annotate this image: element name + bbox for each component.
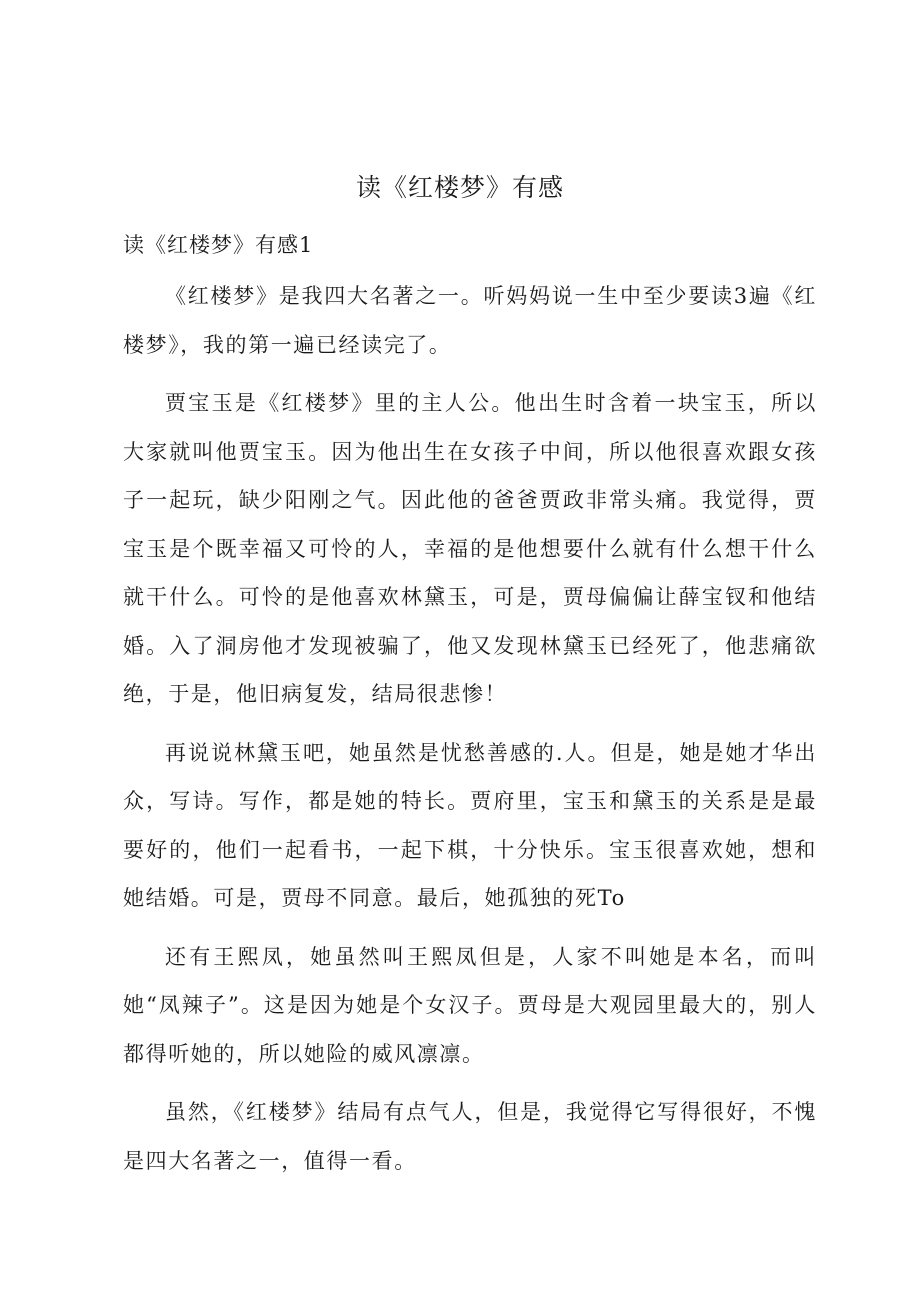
paragraph: 还有王熙凤，她虽然叫王熙凤但是，人家不叫她是本名，而叫她“凤辣子”。这是因为她是个女汉子。贾母是大观园里最大的，别人都得听她的，所以她险的威风凛凛。 [123,944,817,1066]
section-subtitle: 读《红楼梦》有感1 [123,233,314,257]
document-title: 读《红楼梦》有感 [355,173,564,202]
paragraph: 贾宝玉是《红楼梦》里的主人公。他出生时含着一块宝玉，所以大家就叫他贾宝玉。因为他出生在女孩子中间，所以他很喜欢跟女孩子一起玩，缺少阳刚之气。因此他的爸爸贾政非常头痛。我觉得，贾宝玉是个既幸福又可怜的人，幸福的是他想要什么就有什么想干什么就干什么。可怜的是他喜欢林黛玉，可是，贾母偏偏让薛宝钗和他结婚。入了洞房他才发现被骗了，他又发现林黛玉已经死了，他悲痛欲绝，于是，他旧病复发，结局很悲惨！ [123,391,817,706]
paragraph: 《红楼梦》是我四大名著之一。听妈妈说一生中至少要读3遍《红楼梦》，我的第一遍已经读完了。 [123,284,817,357]
document-body [123,272,817,1195]
paragraph: 再说说林黛玉吧，她虽然是忧愁善感的.人。但是，她是她才华出众，写诗。写作，都是她的特长。贾府里，宝玉和黛玉的关系是是最要好的，他们一起看书，一起下棋，十分快乐。宝玉很喜欢她，想和她结婚。可是，贾母不同意。最后，她孤独的死To [123,740,817,910]
paragraph: 虽然，《红楼梦》结局有点气人，但是，我觉得它写得很好，不愧是四大名著之一，值得一看。 [123,1100,817,1173]
